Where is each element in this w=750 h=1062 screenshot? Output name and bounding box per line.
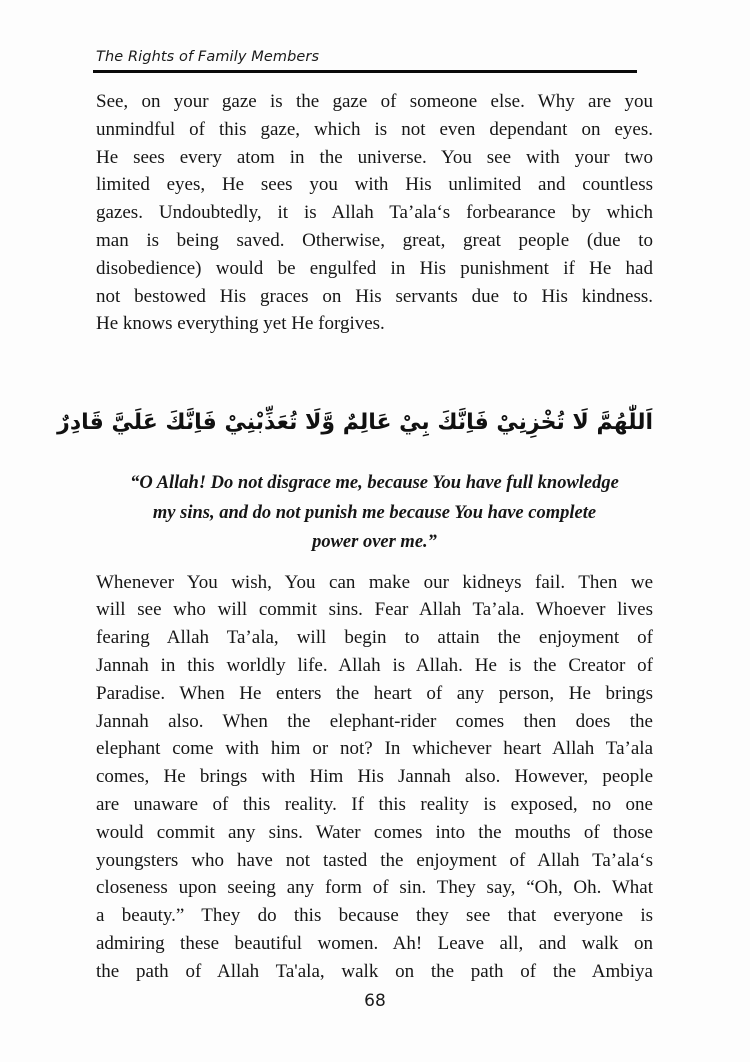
text-line: Jannah in this worldly life. Allah is Allah. He is the Creator of bbox=[96, 655, 653, 677]
text-line: youngsters who have not tasted the enjoyment of Allah Ta’ala‘s bbox=[96, 849, 653, 871]
text-line: Paradise. When He enters the heart of any person, He brings bbox=[96, 682, 653, 704]
dua-translation bbox=[96, 469, 653, 558]
text-line: are unaware of this reality. If this reality is exposed, no one bbox=[96, 794, 653, 816]
text-line: man is being saved. Otherwise, great, great people (due to bbox=[96, 229, 653, 251]
text-line: He sees every atom in the universe. You see with your two bbox=[96, 146, 653, 168]
text-line: disobedience) would be engulfed in His punishment if He had bbox=[96, 257, 653, 279]
text-line: closeness upon seeing any form of sin. They say, “Oh, Oh. What bbox=[96, 877, 653, 899]
text-line: gazes. Undoubtedly, it is Allah Ta’ala‘s forbearance by which bbox=[96, 202, 653, 224]
text-line: Whenever You wish, You can make our kidneys fail. Then we bbox=[96, 571, 653, 593]
text-line: fearing Allah Ta’ala, will begin to attain the enjoyment of bbox=[96, 627, 653, 649]
text-line: He knows everything yet He forgives. bbox=[96, 313, 385, 335]
text-line: See, on your gaze is the gaze of someone else. Why are you bbox=[96, 91, 653, 112]
page-body bbox=[57, 88, 653, 986]
text-line: elephant come with him or not? In whichever heart Allah Ta’ala bbox=[96, 738, 653, 760]
text-line: would commit any sins. Water comes into the mouths of those bbox=[96, 821, 653, 843]
text-line: “O Allah! Do not disgrace me, because You have full knowledge bbox=[130, 473, 619, 494]
arabic-dua-calligraphy: اَللّٰهُمَّ لَا تُخْزِنِيْ فَاِنَّكَ بِيْ عَالِمٌ وَّلَا تُعَذِّبْنِيْ فَاِنَّكَ عَلَيَّ قَادِرٌ bbox=[57, 410, 653, 436]
text-line: will see who will commit sins. Fear Allah Ta’ala. Whoever lives bbox=[96, 599, 653, 621]
text-line: power over me.” bbox=[312, 532, 437, 553]
text-line: not bestowed His graces on His servants due to His kindness. bbox=[96, 285, 653, 307]
text-line: comes, He brings with Him His Jannah also. However, people bbox=[96, 766, 653, 788]
running-header-title: The Rights of Family Members bbox=[96, 49, 320, 65]
page-number: 68 bbox=[364, 991, 386, 1011]
text-line: Jannah also. When the elephant-rider comes then does the bbox=[96, 710, 653, 732]
header-rule bbox=[93, 70, 637, 73]
text-line: a beauty.” They do this because they see that everyone is bbox=[96, 905, 653, 927]
text-line: my sins, and do not punish me because You have complete bbox=[152, 502, 597, 523]
text-line: the path of Allah Ta'ala, walk on the path of the Ambiya bbox=[96, 960, 653, 982]
body-paragraph-1 bbox=[96, 88, 653, 338]
text-line: unmindful of this gaze, which is not even dependant on eyes. bbox=[96, 118, 653, 140]
text-line: limited eyes, He sees you with His unlimited and countless bbox=[96, 174, 653, 196]
page-header bbox=[96, 48, 653, 73]
body-paragraph-2 bbox=[96, 569, 653, 986]
text-line: admiring these beautiful women. Ah! Leave all, and walk on bbox=[96, 933, 653, 955]
